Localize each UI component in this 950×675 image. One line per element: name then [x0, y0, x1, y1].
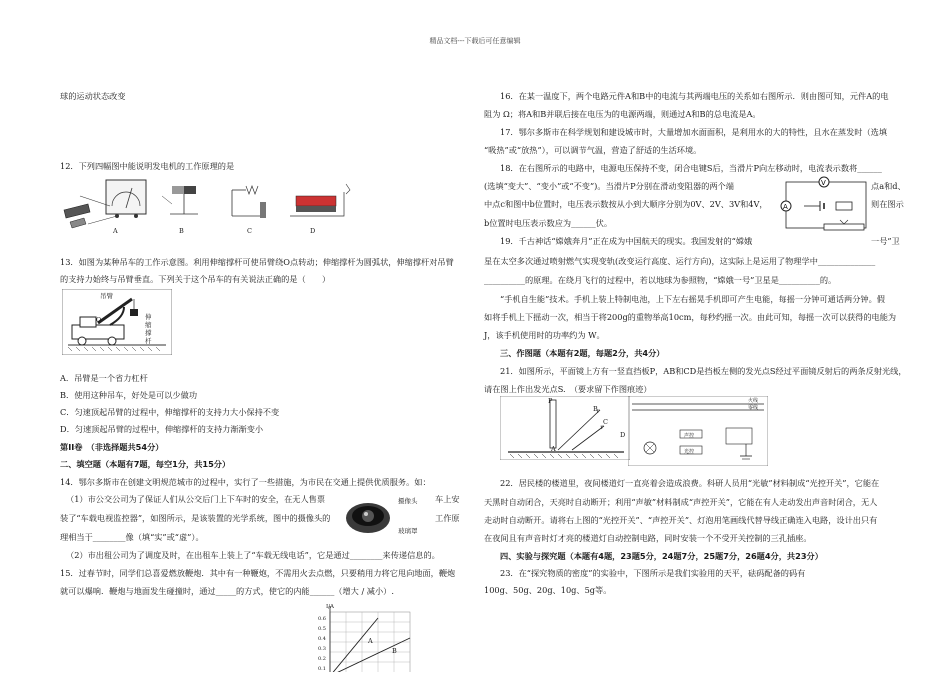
graph-tick-04: 0.4	[318, 636, 326, 642]
question-16-line2: 阻为 Ω；将A和B并联后接在电压为的电源两端，则通过A和B的总电流是A。	[484, 109, 761, 119]
graph-line-b-label: B	[392, 647, 397, 655]
page-header: 精品文档---下载后可任意编辑	[429, 37, 521, 45]
q12-label-d: D	[310, 227, 316, 235]
question-14-1-line2-end: 工作原	[435, 513, 460, 523]
question-21-line2: 请在图上作出发光点S. （要求留下作图痕迹）	[484, 384, 652, 394]
question-22-line2: 天黑时自动闭合，天亮时自动断开；利用“声敏”材料制成“声控开关”，它能在有人走动发出声音时闭合，无人	[484, 497, 878, 507]
question-19-line1: 19．千古神话“嫦娥奔月”正在成为中国航天的现实。我国发射的“嫦娥	[500, 236, 753, 246]
question-20-line3: J，该手机使用时的功率约为 W。	[484, 330, 605, 340]
question-18-line3: 中点c和图中b位置时，电压表示数按从小到大顺序分别为0V、2V、3V和4V，	[484, 199, 768, 209]
q12-label-c: C	[247, 227, 252, 235]
question-18-line3-end: 则在图示	[871, 199, 904, 209]
question-13-line2: 的支持力始终与吊臂垂直。下列关于这个吊车的有关说法正确的是（ ）	[60, 274, 331, 284]
volume-2-heading: 第II卷 （非选择题共54分）	[60, 442, 164, 452]
crane-label-strut: 伸缩撑杆	[145, 313, 152, 345]
question-15-line1: 15．过春节时，同学们总喜爱燃放鞭炮．其中有一种鞭炮，不需用火去点燃，只要稍用力将它甩向地面，鞭炮	[60, 568, 456, 578]
section-2-heading: 二、填空题（本题有7题，每空1分，共15分）	[60, 459, 231, 469]
question-20-line1: “手机自生能”技术。手机上装上特制电池，上下左右摇晃手机即可产生电能，每摇一分钟可通话两分钟。假	[500, 294, 885, 304]
mirror-label-p: P	[548, 397, 553, 405]
q13-option-d: D．匀速顶起吊臂的过程中，伸缩撑杆的支持力渐渐变小	[60, 424, 264, 434]
mirror-label-c: C	[603, 418, 608, 426]
question-17-line2: “吸热”或“放热”），可以调节气温，营造了舒适的生活环境。	[484, 145, 702, 155]
section-3-heading: 三、作图题（本题有2题，每题2分，共4分）	[500, 348, 665, 358]
question-19-line1-end: 一号”卫	[871, 236, 900, 246]
stairwell-circuit-figure	[628, 396, 768, 466]
question-18-line2-end: 点a和d、	[871, 181, 906, 191]
graph-tick-03: 0.3	[318, 646, 326, 652]
question-14-1-line1: （1）市公交公司为了保证人们从公交后门上下车时的安全，在无人售票	[66, 494, 326, 504]
question-14-1-line3: 理相当于________像（填“实”或“虚”）。	[60, 532, 204, 542]
question-22-line4: 在夜间且有声音时灯才亮的楼道灯自动控制电路，同时安装一个不受开关控制的三孔插座。	[484, 533, 812, 543]
svg-text:A: A	[783, 203, 788, 211]
question-18-line4: b位置时电压表示数应为______伏。	[484, 218, 613, 228]
graph-tick-06: 0.6	[318, 616, 326, 622]
camera-label-lens: 摄像头	[398, 497, 418, 505]
question-18-line2: (选填“变大”、“变小”或“不变”)。当滑片P分别在滑动变阻器的两个端	[484, 181, 734, 191]
q13-option-a: A．吊臂是一个省力杠杆	[60, 373, 148, 383]
question-18-line1: 18．在右图所示的电路中，电源电压保持不变，闭合电键S后，当滑片P向左移动时，电流表示数将______	[500, 163, 882, 173]
circuit-label-live: 火线	[748, 398, 759, 404]
question-13-line1: 13．如图为某种吊车的工作示意图。利用伸缩撑杆可使吊臂绕O点转动；伸缩撑杆为圆弧状，伸缩撑杆对吊臂	[60, 257, 454, 267]
q13-option-b: B．使用这种吊车，好处是可以少做功	[60, 390, 198, 400]
graph-tick-05: 0.5	[318, 626, 326, 632]
mirror-figure	[500, 396, 630, 460]
question-23-line2: 100g、50g、20g、10g、5g等。	[484, 585, 612, 595]
graph-tick-02: 0.2	[318, 656, 326, 662]
question-22-line1: 22．居民楼的楼道里，夜间楼道灯一直亮着会造成浪费。科研人员用“光敏”材料制成“光控开关”，它能在	[500, 478, 880, 488]
question-17-line1: 17．鄂尔多斯市在科学规划和建设城市时，大量增加水面面积，是利用水的大的特性，且水在蒸发时（选填	[500, 127, 888, 137]
graph-line-a-label: A	[368, 637, 373, 645]
circuit-label-sound-switch: 声控	[684, 433, 695, 439]
question-14-2: （2）市出租公司为了调度及时，在出租车上装上了“车载无线电话”，它是通过________来传递信息的。	[66, 550, 440, 560]
q13-option-c: C．匀速顶起吊臂的过程中，伸缩撑杆的支持力大小保持不变	[60, 407, 280, 417]
crane-figure	[62, 289, 172, 355]
mirror-label-a: A	[551, 445, 556, 453]
question-14-1-line1-end: 车上安	[435, 494, 460, 504]
graph-label-ia: I/A	[326, 604, 334, 610]
circuit-label-light-switch: 光控	[684, 449, 695, 455]
question-19-line3: __________的原理。在绕月飞行的过程中，若以地球为参照物，“嫦娥一号”卫星是__________的。	[484, 275, 837, 285]
question-14-1-line2: 装了“车载电视监控器”，如图所示，是该装置的光学系统，图中的摄像头的	[60, 513, 331, 523]
graph-tick-01: 0.1	[318, 666, 326, 672]
question-15-line2: 就可以爆响．鞭炮与地面发生碰撞时，通过_____的方式，使它的内能______（增大 / 减小）.	[60, 586, 394, 596]
question-22-line3: 走动时自动断开。请将右上图的“光控开关”、“声控开关”、灯泡用笔画线代替导线正确连入电路，设计出只有	[484, 515, 878, 525]
mirror-label-b: B	[593, 405, 598, 413]
camera-label-cover: 玻璃罩	[398, 527, 418, 535]
left-line-1: 球的运动状态改变	[60, 91, 126, 101]
section-4-heading: 四、实验与探究题（本题有4题，23题5分，24题7分，25题7分，26题4分，共23分）	[500, 551, 823, 561]
question-12: 12．下列四幅图中能说明发电机的工作原理的是	[60, 161, 235, 171]
mirror-label-d: D	[620, 431, 626, 439]
circuit-label-neutral: 零线	[748, 405, 759, 411]
question-19-line2: 星在太空多次通过喷射燃气实现变轨(改变运行高度、运行方向)，这实际上是运用了物理学中______________	[484, 256, 876, 266]
q18-circuit-figure	[780, 176, 870, 234]
question-23-line1: 23．在“探究物质的密度”的实验中，下图所示是我们实验用的天平，砝码配备的码有	[500, 568, 806, 578]
svg-text:V: V	[821, 179, 826, 187]
crane-label-o: O	[96, 316, 102, 324]
question-21-line1: 21．如图所示，平面镜上方有一竖直挡板P，AB和CD是挡板左侧的发光点S经过平面镜反射后的两条反射光线，	[500, 366, 907, 376]
question-20-line2: 如将手机上下摇动一次，相当于将200g的重物举高10cm，每秒约摇一次。由此可知，每摇一次可以获得的电能为	[484, 312, 897, 322]
camera-figure	[344, 496, 394, 536]
q12-label-a: A	[113, 227, 118, 235]
question-14: 14．鄂尔多斯市在创建文明规范城市的过程中，实行了一些措施，为市民在交通上提供优质服务。如：	[60, 477, 431, 487]
q12-label-b: B	[179, 227, 184, 235]
question-16-line1: 16．在某一温度下，两个电路元件A和B中的电流与其两端电压的关系如右图所示．则由图可知，元件A的电	[500, 91, 889, 101]
crane-label-boom: 吊臂	[100, 292, 113, 300]
